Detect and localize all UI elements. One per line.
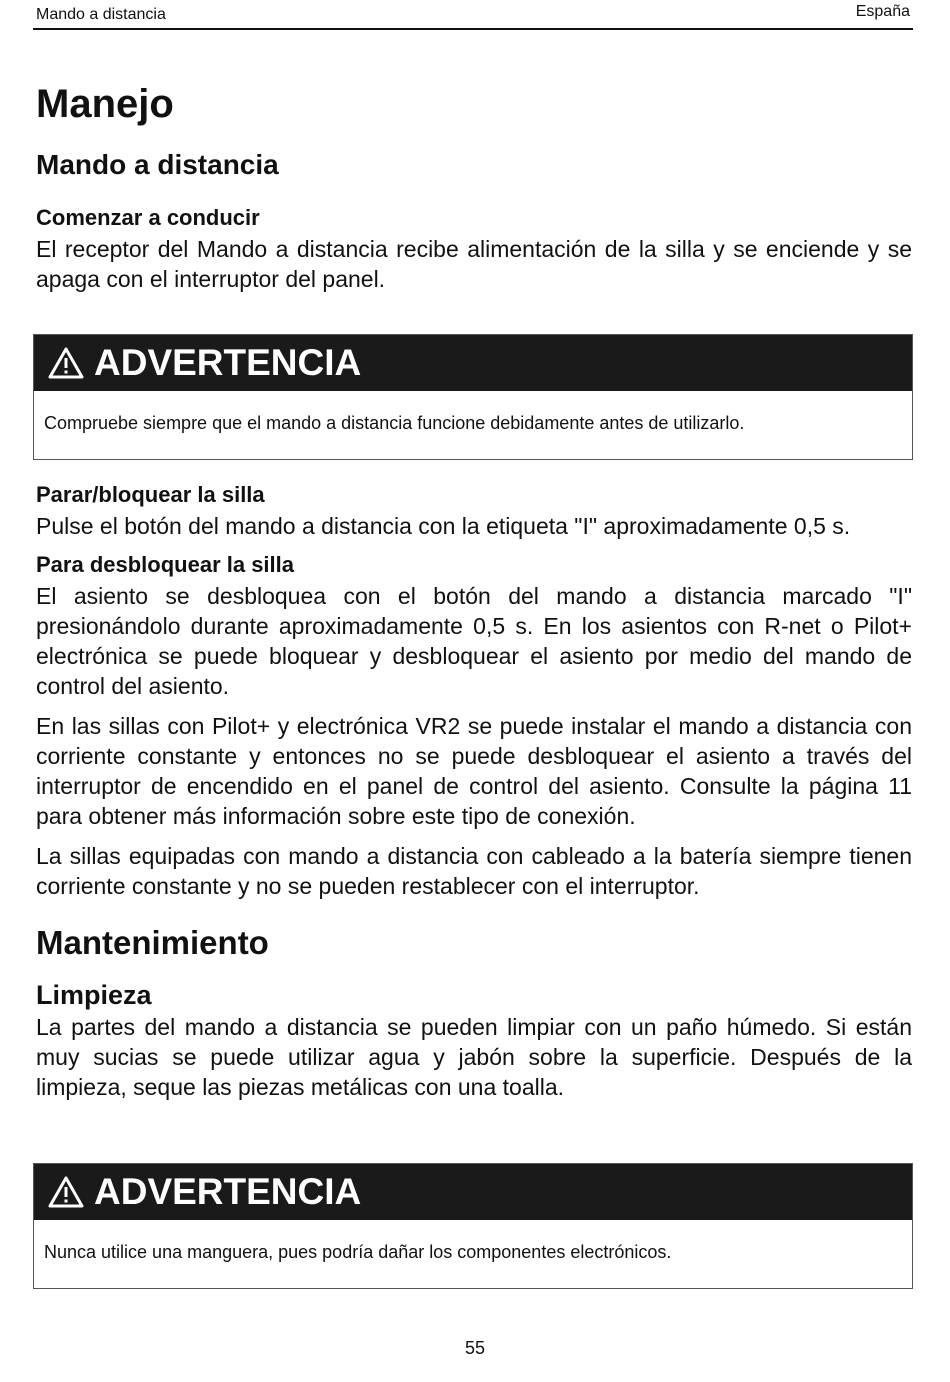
paragraph-start: El receptor del Mando a distancia recibe alimentación de la silla y se enciende y se apaga con el interruptor del panel. <box>36 236 912 292</box>
section-heading-remote: Mando a distancia <box>36 149 279 180</box>
header-divider <box>33 28 913 30</box>
warning-triangle-icon <box>48 347 84 379</box>
warning-banner <box>34 335 912 391</box>
page-number: 55 <box>464 1338 486 1358</box>
warning-label: ADVERTENCIA <box>94 342 362 383</box>
warning-box-2 <box>33 1163 913 1289</box>
warning-text: Compruebe siempre que el mando a distancia funcione debidamente antes de utilizarlo. <box>44 413 745 433</box>
warning-banner <box>34 1164 912 1220</box>
warning-text: Nunca utilice una manguera, pues podría dañar los componentes electrónicos. <box>44 1242 672 1262</box>
subheading-start: Comenzar a conducir <box>36 205 260 230</box>
subheading-stop: Parar/bloquear la silla <box>36 482 265 507</box>
warning-box-1 <box>33 334 913 460</box>
running-header-right: España <box>855 3 910 20</box>
subheading-unlock: Para desbloquear la silla <box>36 552 295 577</box>
warning-label: ADVERTENCIA <box>94 1171 362 1212</box>
paragraph-cleaning: La partes del mando a distancia se pueden limpiar con un paño húmedo. Si están muy sucias se puede utilizar agua y jabón sobre la superficie. Después de la limpieza, seque las piezas metálicas con una toalla. <box>36 1014 912 1100</box>
page-title: Manejo <box>36 82 174 126</box>
paragraph-constant-current: En las sillas con Pilot+ y electrónica VR2 se puede instalar el mando a distancia con corriente constante y entonces no se puede desbloquear el asiento a través del interruptor de encendido en el panel de control del asiento. Consulte la página 11 para obtener más información sobre este tipo de conexión. <box>36 713 912 829</box>
paragraph-battery-wired: La sillas equipadas con mando a distancia con cableado a la batería siempre tienen corriente constante y no se pueden restablecer con el interruptor. <box>36 843 912 899</box>
subheading-cleaning: Limpieza <box>36 980 152 1010</box>
paragraph-unlock: El asiento se desbloquea con el botón del mando a distancia marcado "I" presionándolo durante aproximadamente 0,5 s. En los asientos con R-net o Pilot+ electrónica se puede bloquear y desbloquear el asiento por medio del mando de control del asiento. <box>36 583 912 699</box>
paragraph-stop: Pulse el botón del mando a distancia con la etiqueta "I" aproximadamente 0,5 s. <box>36 513 851 539</box>
section-heading-maintenance: Mantenimiento <box>36 924 269 961</box>
running-header-left: Mando a distancia <box>36 6 166 23</box>
warning-triangle-icon <box>48 1176 84 1208</box>
